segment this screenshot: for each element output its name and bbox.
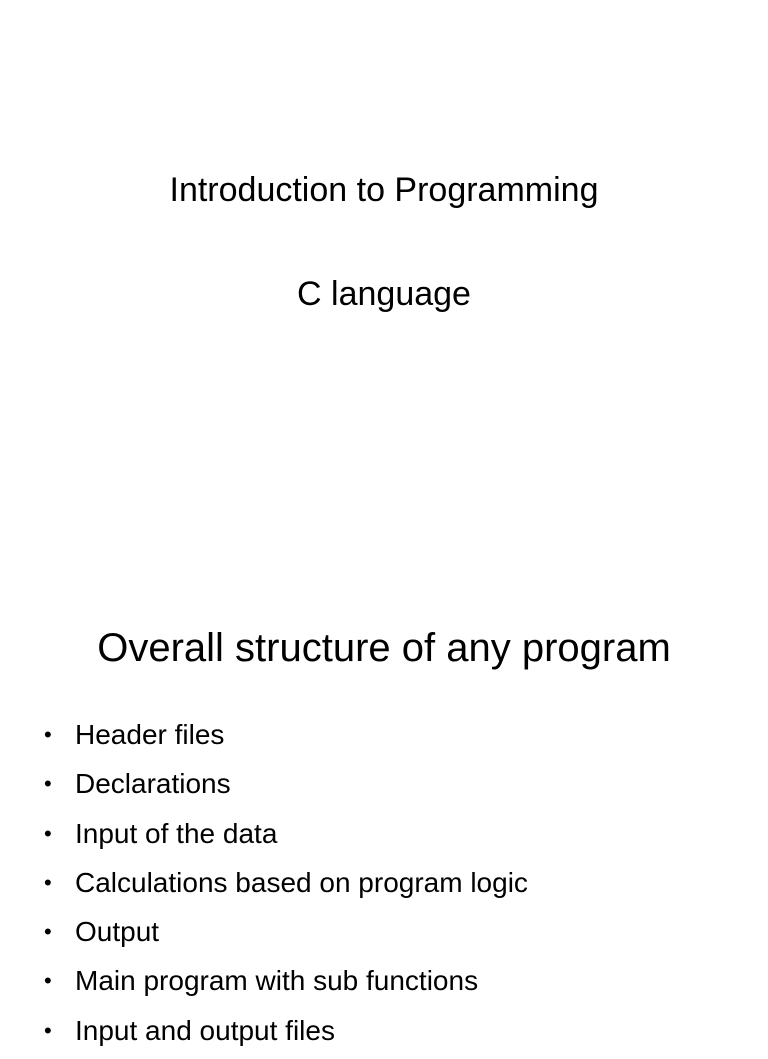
slide-title: Introduction to Programming: [169, 171, 599, 209]
list-item: [44, 813, 528, 862]
list-item: [44, 714, 528, 763]
list-item: [44, 1010, 528, 1059]
list-item-text: Calculations based on program logic: [75, 866, 528, 898]
list-item-text: Main program with sub functions: [75, 965, 479, 997]
list-item: [44, 911, 528, 960]
bullet-icon: •: [44, 968, 52, 994]
content-slide: [0, 576, 768, 1046]
list-item: [44, 862, 528, 911]
list-item-text: Output: [75, 916, 160, 948]
bullet-list: [44, 714, 528, 1059]
list-item: [44, 960, 528, 1009]
list-item-text: Input and output files: [75, 1014, 335, 1046]
list-item: [44, 763, 528, 812]
bullet-icon: •: [44, 820, 52, 846]
bullet-icon: •: [44, 1017, 52, 1043]
bullet-icon: •: [44, 919, 52, 945]
slide-heading: Overall structure of any program: [97, 626, 671, 670]
list-item-text: Input of the data: [75, 817, 278, 849]
bullet-icon: •: [44, 771, 52, 797]
bullet-icon: •: [44, 869, 52, 895]
list-item-text: Header files: [75, 719, 225, 750]
list-item-text: Declarations: [75, 768, 231, 800]
bullet-icon: •: [44, 722, 52, 747]
slide-subtitle: C language: [297, 275, 471, 313]
